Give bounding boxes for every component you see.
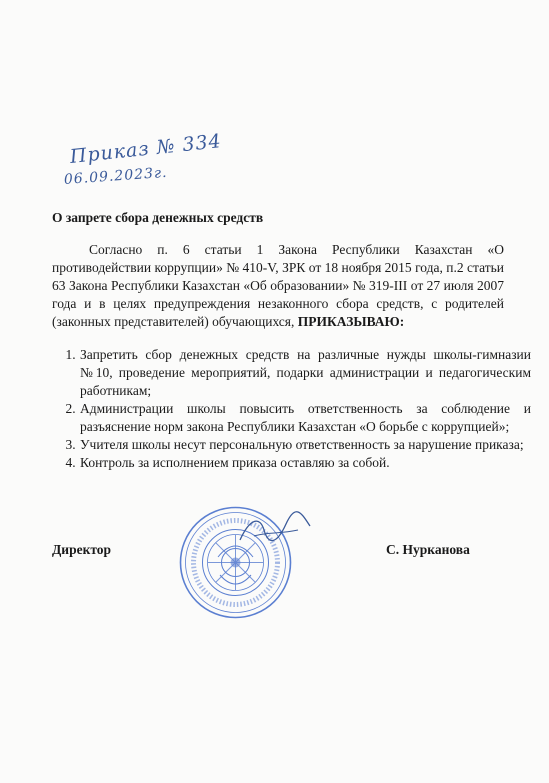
signer-position: Директор	[52, 542, 112, 557]
handwritten-signature-icon	[236, 510, 316, 550]
order-items-list	[52, 346, 531, 472]
order-item: 4. Контроль за исполнением приказа оставляю за собой.	[79, 454, 531, 472]
preamble-text: Согласно п. 6 статьи 1 Закона Республики Казахстан «О противодействии коррупции» № 410-V, ЗРК от 18 ноября 2015 года, п.2 статьи 63 Закона Республики Казахстан «Об образовании» № 319-III от 27 июля 2007 года и в целях предупреждения незаконного сбора средств, с родителей (законных представителей) обучающихся,	[52, 242, 504, 329]
handwritten-order-note	[62, 130, 242, 200]
handwritten-order-number: Приказ № 334	[68, 130, 223, 168]
signer-name: С. Нурканова	[386, 542, 470, 557]
order-word: ПРИКАЗЫВАЮ:	[297, 314, 405, 329]
order-item: 3. Учителя школы несут персональную ответственность за нарушение приказа;	[79, 436, 531, 454]
handwritten-order-date: 06.09.2023г.	[63, 164, 168, 188]
order-item: 1. Запретить сбор денежных средств на различные нужды школы-гимназии №10, проведение мероприятий, подарки администрации и педагогическим работникам;	[79, 346, 531, 400]
document-preamble	[52, 241, 504, 331]
document-title: О запрете сбора денежных средств	[52, 210, 264, 225]
order-item: 2. Администрации школы повысить ответственность за соблюдение и разъяснение норм закона Республики Казахстан «О борьбе с коррупцией»;	[79, 400, 531, 436]
